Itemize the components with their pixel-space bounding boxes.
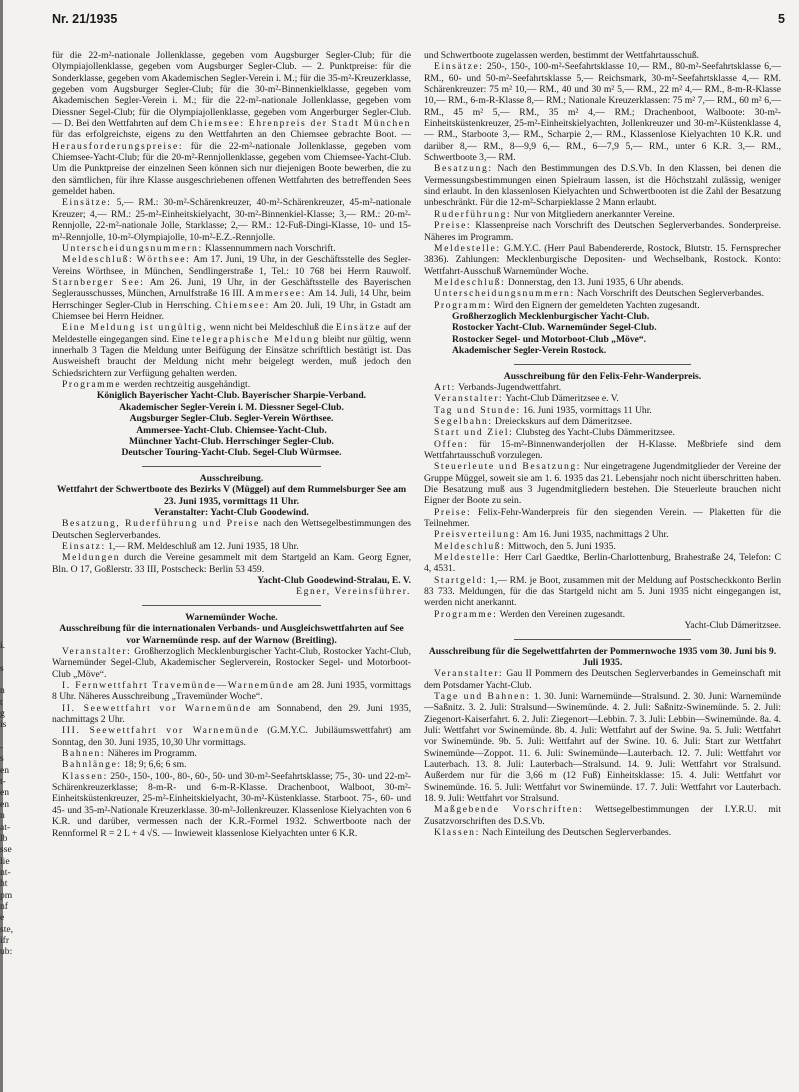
left-column bbox=[52, 50, 411, 839]
club-line: Deutscher Touring-Yacht-Club. Segel-Club Würmsee. bbox=[121, 447, 342, 459]
club-line: Münchner Yacht-Club. Herrschinger Segler-Club. bbox=[129, 435, 334, 447]
margin-fragment: nf bbox=[0, 900, 8, 912]
article-paragraph: Art: Verbands-Jugendwettfahrt. bbox=[434, 381, 562, 393]
article-paragraph: Programme: Werden den Vereinen zugesandt. bbox=[434, 608, 625, 620]
section-subheading: Wettfahrt der Schwertboote des Bezirks V (Müggel) auf dem Rummelsburger See am 23. Juni 1935, vormittags 11 Uhr. bbox=[56, 484, 407, 507]
article-paragraph: Bahnen: Näheres im Programm. bbox=[62, 748, 197, 760]
club-signature: Yacht-Club Goodewind-Stralau, E. V. bbox=[257, 575, 411, 587]
section-divider bbox=[514, 364, 691, 365]
club-line: Rostocker Segel- und Motorboot-Club „Möve“. bbox=[452, 333, 647, 345]
club-line: Akademischer Segler-Verein Rostock. bbox=[452, 345, 607, 357]
article-paragraph: Eine Meldung ist ungültig, wenn nicht bei Meldeschluß die Einsätze auf der Meldestelle eingegangen sind. Eine telegraphische Meldung bleibt nur gültig, wenn innerhalb 3 Tagen die Meldung unter Beifügung der Einsätze schriftlich bestätigt ist. Das Ausweisheft braucht der Meldung nicht mehr beigelegt werden, muß jedoch den Schiedsrichtern zur Verfügung gehalten werden. bbox=[52, 322, 411, 379]
margin-fragment: en bbox=[0, 787, 10, 799]
club-list bbox=[52, 390, 411, 458]
margin-fragment: en bbox=[0, 764, 10, 776]
article-paragraph: Segelbahn: Dreieckskurs auf dem Dämeritzsee. bbox=[434, 415, 632, 427]
margin-fragment: n bbox=[0, 810, 5, 822]
margin-fragment: s bbox=[0, 753, 4, 765]
club-line: Augsburger Segler-Club. Segler-Verein Wörthsee. bbox=[129, 413, 334, 425]
article-paragraph: Ruderführung: Nur von Mitgliedern anerkannter Vereine. bbox=[434, 208, 675, 220]
margin-fragment: s bbox=[0, 662, 4, 674]
section-subheading: Ausschreibung für die internationalen Verbands- und Ausgleichswettfahrten auf See vor Warnemünde resp. auf der Warnow (Breitling). bbox=[59, 623, 404, 646]
article-paragraph: Tag und Stunde: 16. Juni 1935, vormittags 11 Uhr. bbox=[434, 404, 652, 416]
article-paragraph: Tage und Bahnen: 1. 30. Juni: Warnemünde—Stralsund. 2. 30. Juni: Warnemünde—Saßnitz. 3. 2. Juli: Stralsund—Swinemünde. 4. 2. Juli: Saßnitz-Swinemünde. 5. 2. Juli: Ziegenort-Kaiserfahrt. 6. 2. Juli: Ziegenort—Lebbin. 7. 3. Juli: Lebbin—Swinemünde. 8a. 4. Juli: Wettfahrt vor Swinemünde. 8b. 4. Juli: Wettfahrt auf der Swine. 9a. 5. Juli: Wettfahrt vor Swinemünde. 9b. 5. Juli: Wettfahrt auf der Swine. 10. 6. Juli: Start zur Wettfahrt Swinemünde—Zoppot. 11. 6. Juli: Swinemünde—Lauterbach. 12. 7. Juli: Wettfahrt vor Lauterbach. 13. 8. Juli: Lauterbach—Stralsund. 14. 9. Juli: Wettfahrt vor Stralsund. Außerdem nur für die 3,66 m (12 Fuß) Einheitsklasse: 15. 4. Juli: Wettfahrt vor Swinemünde. 16. 5. Juli: Wettfahrt vor Swinemünde. 17. 7. Juli: Wettfahrt vor Lauterbach. 18. 9. Juli: Wettfahrt vor Stralsund. bbox=[424, 691, 782, 805]
article-paragraph: I. Fernwettfahrt Travemünde—Warnemünde am 28. Juni 1935, vormittags 8 Uhr. Näheres Ausschreibung „Travemünder Woche“. bbox=[52, 680, 412, 703]
article-paragraph: Veranstalter: Gau II Pommern des Deutschen Seglerverbandes in Gemeinschaft mit dem Potsdamer Yacht-Club. bbox=[424, 668, 781, 691]
article-paragraph: Preise: Felix-Fehr-Wanderpreis für den siegenden Verein. — Plaketten für die Teilnehmer. bbox=[424, 506, 782, 530]
article-paragraph: Einsätze: 250-, 150-, 100-m²-Seefahrtsklasse 10,— RM., 80-m²-Seefahrtsklasse 6,— RM., 60- und 50-m²-Seefahrtsklasse 5,— Reichsmark, 30-m²-Seefahrtsklasse 4,— RM. Schärenkreuzer: 75 m² 10,— RM., 40 und 30 m² 5,— RM., 22 m² 4,— RM., 8-m-R-Klasse 10,— RM., 6-m-R-Klasse 8,— RM.; Nationale Kreuzerklassen: 75 m² 7,— RM., 60 m² 6,— RM., 45 m² 5,— RM., 35 m² 4,— RM.; Drachenboot, Walboote: 30-m²-Einheitsküstenkreuzer, 25-m²-Einheitskielyachten, Jollenkreuzer und 30-m²-Küstenklasse 4,— RM., Starboote 3,— RM., Scharpie 2,— RM., Klassenlose Kielyachten 10 K.R. und darüber 8,— RM., 8—9,9 6,— RM., 6—7,9 5,— RM., unter 6 K.R. 3,— RM., Schwertboote 3,— RM. bbox=[424, 61, 782, 164]
margin-fragment: ifr bbox=[0, 934, 10, 946]
article-paragraph: Offen: für 15-m²-Binnenwanderjollen der H-Klasse. Meßbriefe sind dem Wettfahrtausschuß vorzulegen. bbox=[424, 438, 781, 461]
margin-fragment: t- bbox=[0, 776, 6, 788]
signature-line: Egner, Vereinsführer. bbox=[296, 586, 411, 598]
article-paragraph: Bahnlänge: 18; 9; 6,6; 6 sm. bbox=[62, 759, 187, 771]
margin-fragment: en bbox=[0, 798, 10, 810]
issue-number: Nr. 21/1935 bbox=[52, 12, 118, 26]
margin-fragment bbox=[0, 651, 18, 662]
article-paragraph: Unterscheidungsnummern: Nach Vorschrift des Deutschen Seglerverbandes. bbox=[434, 288, 765, 300]
section-heading: Ausschreibung für die Segelwettfahrten der Pommernwoche 1935 vom 30. Juni bis 9. Juli 1935. bbox=[428, 645, 777, 668]
margin-fragment: is bbox=[0, 719, 7, 731]
article-paragraph: Unterscheidungsnummern: Klassennummern nach Vorschrift. bbox=[62, 242, 336, 254]
article-paragraph: Programm: Wird den Eignern der gemeldeten Yachten zugesandt. bbox=[434, 299, 700, 311]
article-paragraph: II. Seewettfahrt vor Warnemünde am Sonnabend, den 29. Juni 1935, nachmittags 2 Uhr. bbox=[52, 702, 411, 726]
adjacent-page-margin-fragments bbox=[0, 640, 18, 958]
section-divider bbox=[142, 605, 321, 606]
page-number: 5 bbox=[778, 12, 785, 26]
article-paragraph: Klassen: 250-, 150-, 100-, 80-, 60-, 50- und 30-m²-Seefahrtsklasse; 75-, 30- und 22-m²-Schärenkreuzerklasse; 8-m-R- und 6-m-R-Klasse. Drachenboot, Walboot, 30-m²-Einheitsküstenkreuzer, 25-m²-Einheitskielyacht, 30-m²-Küstenklasse. Starboot. 75-, 60- und 45- und 35-m²-Nationale Kreuzerklasse. 30-m²-Jollenkreuzer. Klassenlose Kielyachten von 6 K.R. und darüber, vermessen nach der K.R.-Formel 1932. Schwertboote nach der Rennformel R = 2 L + 4 √S. — Inwieweit klassenlose Kielyachten unter 6 K.R. bbox=[52, 770, 411, 839]
page-header bbox=[52, 12, 785, 28]
article-paragraph: Maßgebende Vorschriften: Wettsegelbestimmungen der I.Y.R.U. mit Zusatzvorschriften des D.S.Vb. bbox=[424, 804, 782, 827]
margin-fragment bbox=[0, 731, 18, 742]
article-paragraph: Programme werden rechtzeitig ausgehändigt. bbox=[62, 378, 251, 390]
section-divider bbox=[142, 466, 321, 467]
section-divider bbox=[514, 639, 691, 640]
article-paragraph: Besatzung: Nach den Bestimmungen des D.S.Vb. In den Klassen, bei denen die Vermessungsbestimmungen einen Spielraum lassen, ist die Höchstzahl zulässig, weniger sind erlaubt. In den klassenlosen Kielyachten und Schwertbooten ist die Zahl der Besatzung unbeschränkt. Für die 12-m²-Scharpieklasse 2 Mann erlaubt. bbox=[424, 163, 782, 209]
margin-fragment: sse bbox=[0, 844, 12, 856]
article-paragraph: Meldestelle: Herr Carl Gaedtke, Berlin-Charlottenburg, Brahestraße 24, Telefon: C 4, 4531. bbox=[424, 552, 781, 575]
article-paragraph: Steuerleute und Besatzung: Nur eingetragene Jugendmitglieder der Vereine der Gruppe Müggel, soweit sie am 1. 6. 1935 das 21. Lebensjahr noch nicht überschritten haben. Die Besatzung muß aus 3 Jugendmitgliedern bestehen. Die Steuerleute brauchen nicht Eigner der Boote zu sein. bbox=[424, 461, 781, 507]
article-paragraph: Meldeschluß: Mittwoch, den 5. Juni 1935. bbox=[434, 540, 616, 552]
margin-fragment: lb bbox=[0, 832, 8, 844]
margin-fragment: g bbox=[0, 708, 5, 720]
margin-fragment: lie bbox=[0, 855, 10, 867]
article-paragraph: III. Seewettfahrt vor Warnemünde (G.M.Y.C. Jubiläumswettfahrt) am Sonntag, den 30. Juni 1935, 10,30 Uhr vormittags. bbox=[52, 725, 411, 748]
article-paragraph: Meldeschluß: Donnerstag, den 13. Juni 1935, 6 Uhr abends. bbox=[434, 276, 684, 288]
article-paragraph: Meldestelle: G.M.Y.C. (Herr Paul Babendererde, Rostock, Blutstr. 15. Fernsprecher 3836). Zahlungen: Mecklenburgische Depositen- und Wechselbank, Rostock. Konto: Wettfahrt-Ausschuß Warnemünder Woche. bbox=[424, 242, 781, 277]
article-paragraph: Besatzung, Ruderführung und Preise nach den Wettsegelbestimmungen des Deutschen Seglerverbandes. bbox=[52, 518, 411, 541]
margin-fragment: e bbox=[0, 912, 5, 924]
section-heading: Ausschreibung für den Felix-Fehr-Wanderpreis. bbox=[503, 370, 702, 382]
club-line: Rostocker Yacht-Club. Warnemünder Segel-Club. bbox=[452, 322, 657, 334]
club-line: Königlich Bayerischer Yacht-Club. Bayerischer Sharpie-Verband. bbox=[96, 390, 367, 402]
article-paragraph: Meldungen durch die Vereine gesammelt mit dem Startgeld an Kam. Georg Egner, Bln. O 17, Goßlerstr. 33 III, Postscheck: Berlin 53 459. bbox=[52, 552, 411, 575]
section-heading: Warnemünder Woche. bbox=[185, 611, 278, 623]
article-paragraph: Veranstalter: Großherzoglich Mecklenburgischer Yacht-Club, Rostocker Yacht-Club, Warnemünder Segel-Club, Akademischer Seglerverein, Rostocker Segel- und Motorboot-Club „Möve“. bbox=[52, 646, 411, 680]
article-paragraph: Einsätze: 5,— RM.: 30-m²-Schärenkreuzer, 40-m²-Schärenkreuzer, 45-m²-nationale Kreuzer; 4,— RM.: 25-m²-Einheitskielyacht, 30-m²-Binnenkiel-Klasse; 3,— RM.: 20-m²-Rennjolle, 22-m²-nationale Jolle, Starklasse; 2,— RM.: 12-Fuß-Dingi-Klasse, 10- und 15-m²-Rennjolle, 10-m²-Olympiajolle, 10-m²-E.Z.-Rennjolle. bbox=[52, 197, 411, 243]
club-signature: Yacht-Club Dämeritzsee. bbox=[684, 620, 781, 632]
article-paragraph: Preisverteilung: Am 16. Juni 1935, nachmittags 2 Uhr. bbox=[434, 529, 669, 541]
article-paragraph: für die 22-m²-nationale Jollenklasse, gegeben vom Augsburger Segler-Club; für die Olympiajollenklasse, gegeben vom Augsburger Segler-Club. — 2. Punktpreise: für die Sonderklasse, gegeben vom Akademischen Segler-Verein i. M.; für die 35-m²-Kreuzerklasse, gegeben vom Augsburger Segler-Club; für die 30-m²-Binnenkielklasse, gegeben vom Akademischen Segler-Verein i. M.; für die 22-m²-nationale Jollenklasse, gegeben vom Diessner Segel-Club; für die Olympiajollenklasse, gegeben vom Angerburger Segler-Club. — D. Bei den Wettfahrten auf dem Chiemsee: Ehrenpreis der Stadt München für das erfolgreichste, eigens zu den Wettfahrten an den Chiemsee gebrachte Boot. — Herausforderungspreise: für die 22-m²-nationale Jollenklasse, gegeben vom Chiemsee-Yacht-Club; für die 20-m²-Rennjollenklasse, gegeben vom Chiemsee-Yacht-Club. Um die Punktpreise der einzelnen Seen können sich nur diejenigen Boote bewerben, die zu den sämtlichen, für ihre Klasse ausgeschriebenen offenen Wettfahrten des betreffenden Sees gemeldet haben. bbox=[52, 50, 411, 198]
article-paragraph: Meldeschluß: Wörthsee: Am 17. Juni, 19 Uhr, in der Geschäftsstelle des Segler-Vereins Wörthsee, in München, Sendlingerstraße 1, Tel.: 10 768 bei Herrn Rauwolf. Starnberger See: Am 26. Juni, 19 Uhr, in der Geschäftsstelle des Bayerischen Seglerausschusses, München, Arnulfstraße 16 III. Ammersee: Am 14. Juli, 14 Uhr, beim Herrschinger Segler-Club in Herrsching. Chiemsee: Am 20. Juli, 19 Uhr, in Gstadt am Chiemsee bei Herrn Heidner. bbox=[52, 254, 411, 322]
margin-fragment bbox=[0, 674, 18, 685]
article-paragraph: Start und Ziel: Clubsteg des Yacht-Clubs Dämmeritzsee. bbox=[434, 427, 675, 439]
club-list bbox=[424, 311, 781, 357]
margin-fragment: - bbox=[0, 742, 4, 754]
article-paragraph: Veranstalter: Yacht-Club Dämeritzsee e. V. bbox=[434, 393, 619, 405]
club-line: Akademischer Segler-Verein i. M. Diessner Segel-Club. bbox=[119, 401, 344, 413]
article-paragraph: und Schwertboote zugelassen werden, bestimmt der Wettfahrtausschuß. bbox=[424, 50, 700, 61]
club-line: Großherzoglich Mecklenburgischer Yacht-Club. bbox=[452, 310, 650, 322]
article-paragraph: Startgeld: 1,— RM. je Boot, zusammen mit der Meldung auf Postscheckkonto Berlin 83 733. Meldungen, für die das Startgeld nicht am 5. Juni 1935 nicht eingegangen ist, werden nicht anerkannt. bbox=[424, 574, 781, 609]
margin-fragment: i. bbox=[0, 640, 6, 651]
margin-fragment: pm bbox=[0, 889, 13, 901]
margin-fragment: n bbox=[0, 685, 5, 697]
club-line: Ammersee-Yacht-Club. Chiemsee-Yacht-Club. bbox=[136, 424, 327, 436]
margin-fragment: at- bbox=[0, 821, 11, 833]
margin-fragment: ht bbox=[0, 878, 8, 890]
organizer-line: Veranstalter: Yacht-Club Goodewind. bbox=[154, 506, 309, 518]
article-paragraph: Einsatz: 1,— RM. Meldeschluß am 12. Juni 1935, 18 Uhr. bbox=[62, 541, 299, 553]
margin-fragment: ste, bbox=[0, 923, 14, 935]
section-heading: Ausschreibung. bbox=[199, 472, 264, 484]
margin-fragment: t bbox=[0, 696, 3, 708]
right-column bbox=[424, 50, 781, 838]
article-paragraph: Preise: Klassenpreise nach Vorschrift des Deutschen Seglerverbandes. Sonderpreise. Näheres im Programm. bbox=[424, 220, 781, 243]
margin-fragment: ub: bbox=[0, 946, 13, 958]
article-paragraph: Klassen: Nach Einteilung des Deutschen Seglerverbandes. bbox=[434, 827, 672, 839]
margin-fragment: nt- bbox=[0, 866, 11, 878]
